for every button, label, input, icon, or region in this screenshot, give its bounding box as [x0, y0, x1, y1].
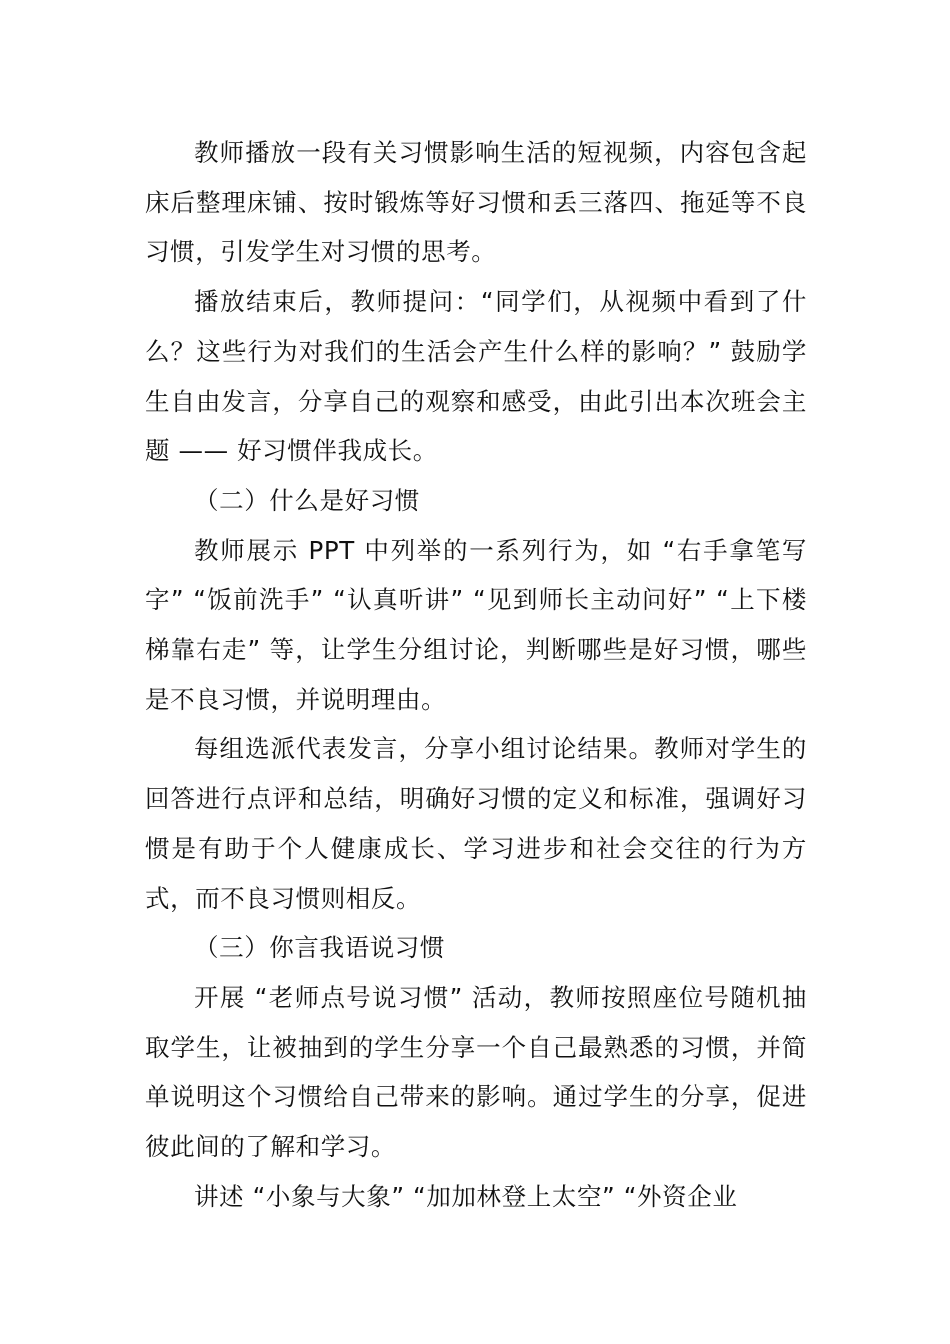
paragraph-video-intro: 教师播放一段有关习惯影响生活的短视频，内容包含起床后整理床铺、按时锻炼等好习惯和丢三落四、拖延等不良习惯，引发学生对习惯的思考。 — [145, 138, 807, 267]
paragraph-stories: 讲述 “小象与大象” “加加林登上太空” “外资企业 — [194, 1181, 738, 1211]
paragraph-teacher-question: 播放结束后，教师提问：“同学们，从视频中看到了什么？这些行为对我们的生活会产生什么样的影响？” 鼓励学生自由发言，分享自己的观察和感受，由此引出本次班会主题 —— 好习惯伴我成长。 — [145, 287, 807, 466]
paragraph-activity: 开展 “老师点号说习惯” 活动，教师按照座位号随机抽取学生，让被抽到的学生分享一个自己最熟悉的习惯，并简单说明这个习惯给自己带来的影响。通过学生的分享，促进彼此间的了解和学习。 — [145, 982, 807, 1162]
paragraph-group-summary: 每组选派代表发言，分享小组讨论结果。教师对学生的回答进行点评和总结，明确好习惯的定义和标准，强调好习惯是有助于个人健康成长、学习进步和社会交往的行为方式，而不良习惯则相反。 — [145, 734, 807, 913]
section-heading-what-is-good-habit: （二）什么是好习惯 — [194, 485, 420, 515]
document-body — [145, 128, 807, 1221]
section-heading-talk-about-habits: （三）你言我语说习惯 — [194, 933, 445, 963]
paragraph-ppt-behaviors: 教师展示 PPT 中列举的一系列行为，如 “右手拿笔写字” “饭前洗手” “认真听讲” “见到师长主动问好” “上下楼梯靠右走” 等，让学生分组讨论，判断哪些是好习惯，哪些是不良习惯，并说明理由。 — [145, 535, 807, 714]
